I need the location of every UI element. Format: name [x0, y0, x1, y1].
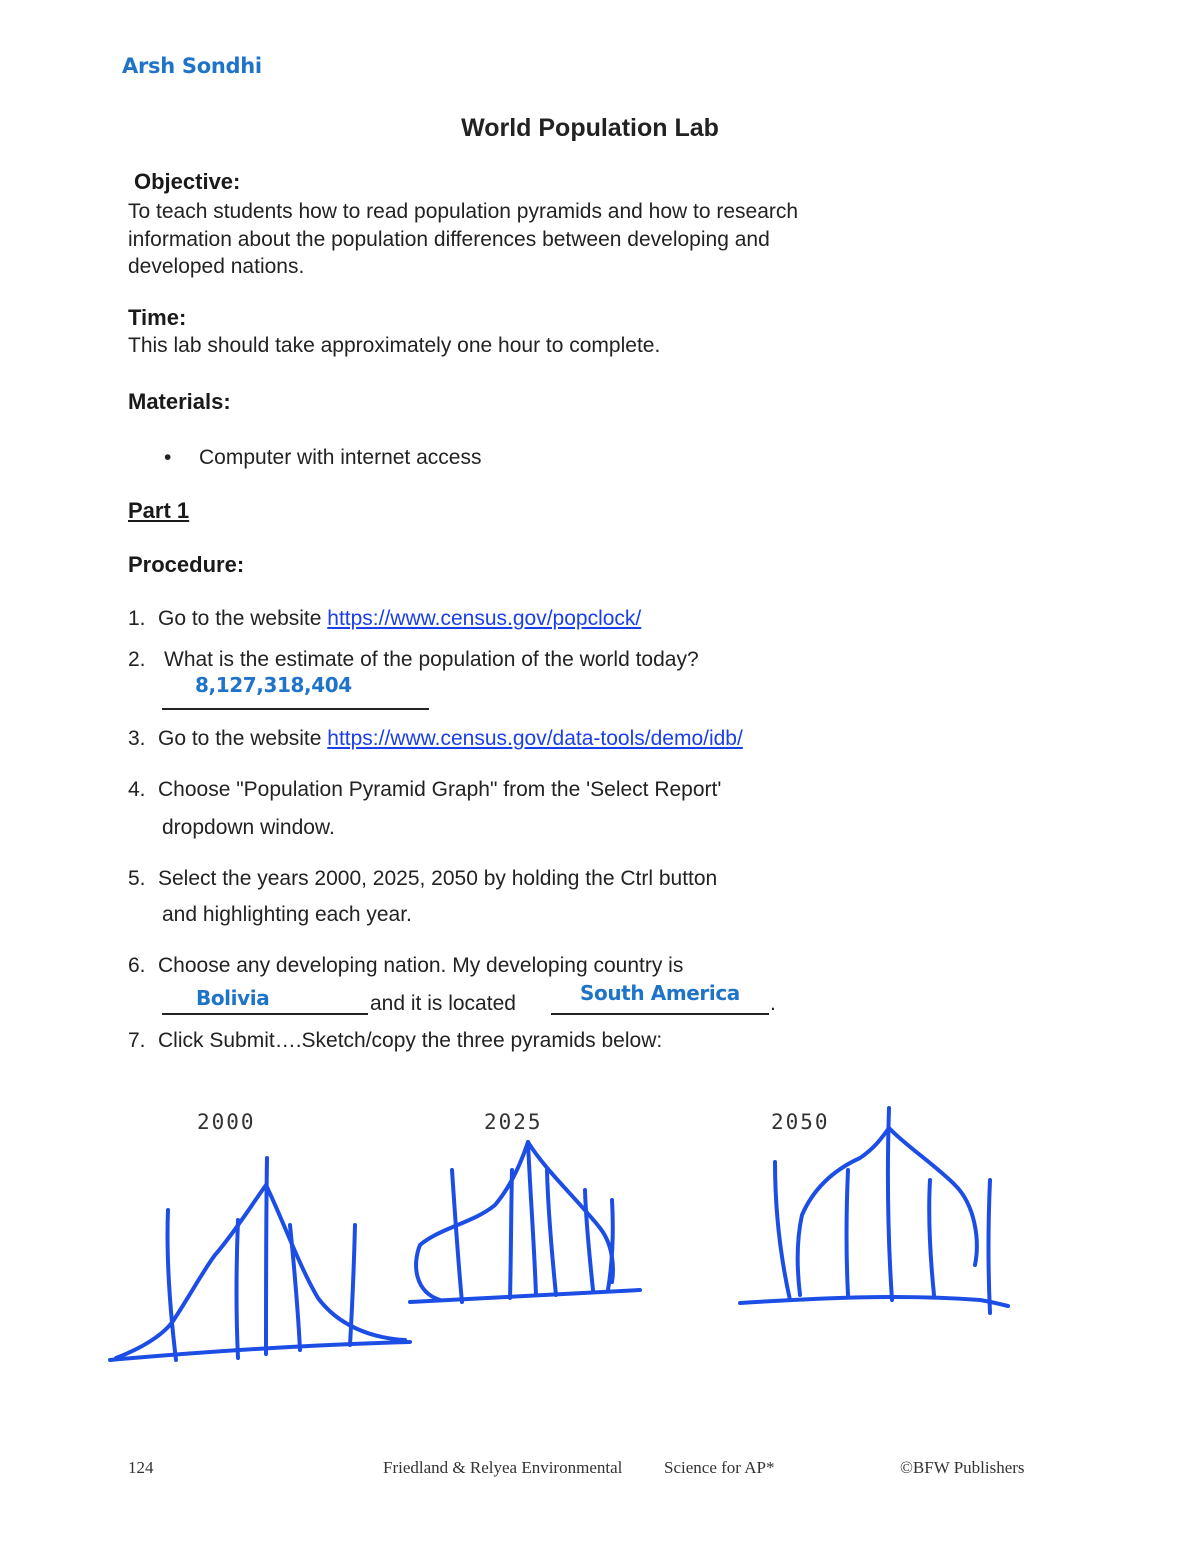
step-text-continued: dropdown window.: [162, 816, 335, 839]
step-text: What is the estimate of the population of the world today?: [164, 648, 699, 671]
pyramid-sketch-2050: [740, 1108, 1008, 1313]
footer-page-number: 124: [128, 1458, 154, 1477]
pyramid-year-2025: 2025: [484, 1110, 543, 1134]
student-name: Arsh Sondhi: [122, 54, 262, 78]
step-text: Click Submit….Sketch/copy the three pyramids below:: [158, 1029, 663, 1052]
step-period: .: [770, 992, 776, 1015]
time-heading: Time:: [128, 305, 187, 330]
popclock-link[interactable]: https://www.census.gov/popclock/: [327, 607, 642, 630]
location-answer: South America: [580, 981, 740, 1005]
step-text: Go to the website: [158, 607, 328, 630]
step-number: 3.: [128, 727, 146, 750]
part-heading: Part 1: [128, 498, 190, 523]
objective-line: developed nations.: [128, 255, 305, 278]
step-text: Select the years 2000, 2025, 2050 by holding the Ctrl button: [158, 867, 718, 890]
time-text: This lab should take approximately one hour to complete.: [128, 334, 661, 357]
step-number: 5.: [128, 867, 146, 890]
footer-publisher: ©BFW Publishers: [900, 1458, 1025, 1477]
idb-link[interactable]: https://www.census.gov/data-tools/demo/idb/: [327, 727, 743, 750]
step-text-continued: and highlighting each year.: [162, 903, 412, 926]
country-answer: Bolivia: [196, 986, 270, 1010]
step-number: 4.: [128, 778, 146, 801]
step-number: 2.: [128, 648, 146, 671]
step-text: Choose "Population Pyramid Graph" from the 'Select Report': [158, 778, 722, 801]
pyramid-year-2050: 2050: [771, 1110, 830, 1134]
materials-bullet: •: [164, 446, 172, 469]
step-number: 7.: [128, 1029, 146, 1052]
objective-line: information about the population differences between developing and: [128, 227, 770, 251]
pyramid-sketch-2025: [410, 1142, 640, 1302]
procedure-heading: Procedure:: [128, 552, 245, 577]
page-title: World Population Lab: [461, 114, 719, 142]
step-number: 6.: [128, 954, 146, 977]
pyramid-sketch-2000: [110, 1158, 410, 1360]
materials-item: Computer with internet access: [199, 446, 482, 469]
materials-heading: Materials:: [128, 389, 231, 414]
footer-publication-right: Science for AP*: [664, 1458, 775, 1477]
footer-publication-left: Friedland & Relyea Environmental: [383, 1458, 623, 1477]
world-population-answer: 8,127,318,404: [195, 673, 352, 697]
step-text: Go to the website: [158, 727, 328, 750]
pyramid-year-2000: 2000: [197, 1110, 256, 1134]
step-text: and it is located: [370, 992, 516, 1015]
objective-line: To teach students how to read population pyramids and how to research: [128, 200, 799, 223]
step-text: Choose any developing nation. My developing country is: [158, 954, 684, 977]
step-number: 1.: [128, 607, 146, 630]
objective-heading: Objective:: [134, 169, 241, 194]
